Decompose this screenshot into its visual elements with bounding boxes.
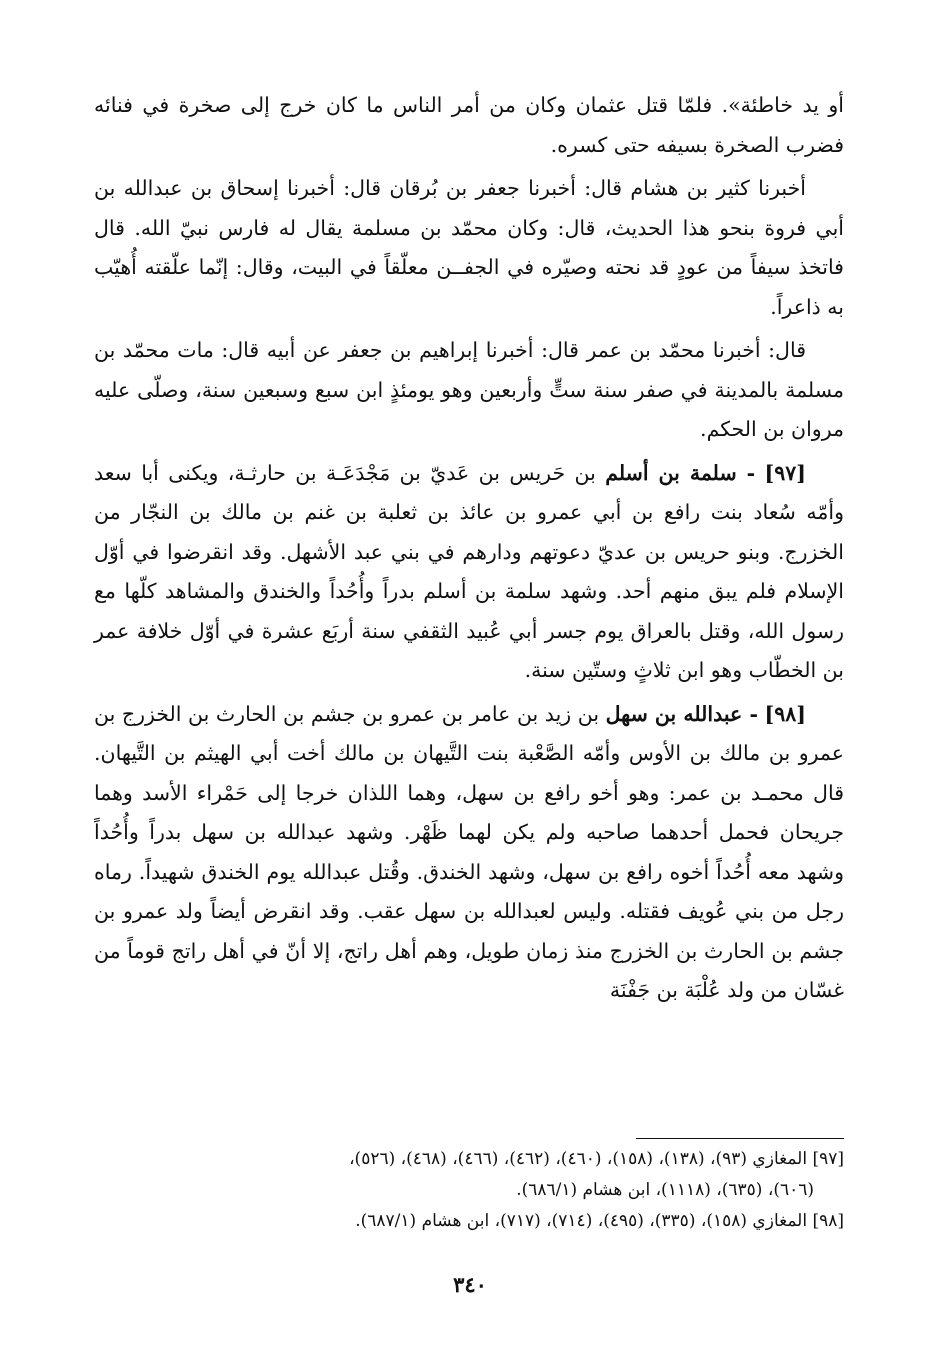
footnote-97-line-1: [٩٧] المغازي (٩٣)، (١٣٨)، (١٥٨)، (٤٦٠)، (٤٦٢)، (٤٦٦)، (٤٦٨)، (٥٢٦)، [349,1149,844,1169]
paragraph-continuation: أو يد خاطئة». فلمّا قتل عثمان وكان من أمر الناس ما كان خرج إلى صخرة في فنائه فضرب الصخرة بسيفه حتى كسره. [94,93,844,157]
entry-98-text: بن زيد بن عامر بن عمرو بن جشم بن الحارث بن الخزرج بن عمرو بن مالك بن الأوس وأمّه الصَّعْبة بنت التَّيهان بن مالك أخت أبي الهيثم بن التَّيهان. قال محمـد بن عمر: وهو أخو رافع بن سهل، وهما اللذان خرجا إلى حَمْراء الأسد وهما جريحان فحمل أحدهما صاحبه ولم يكن لهما ظَهْر. وشهد عبدالله بن سهل بدراً وأُحُداً وشهد معه أُحُداً أخوه رافع بن سهل، وشهد الخندق. وقُتل عبدالله يوم الخندق شهيداً. رماه رجل من بني عُويف فقتله. وليس لعبدالله بن سهل عقب. وقد انقرض أيضاً ولد عمرو بن جشم بن الحارث بن الخزرج منذ زمان طويل، وهم أهل راتج، إلا أنّ في أهل راتج قوماً من غسّان من ولد عُلْبَة بن جَفْنَة [94,701,844,1002]
footnote-divider [636,1138,844,1139]
entry-97-name: سلمة بن أسلم [605,460,737,485]
entry-97: [٩٧] - سلمة بن أسلم بن حَريس بن عَديّ بن مَجْدَعَـة بن حارثـة، ويكنى أبا سعد وأمّه سُعاد بنت رافع بن أبي عمرو بن عائذ بن ثعلبة بن غنم بن مالك بن النجّار من الخزرج. وبنو حريس بن عديّ دعوتهم ودارهم في بني عبد الأشهل. وقد انقرضوا في أوّل الإسلام فلم يبق منهم أحد. وشهد سلمة بن أسلم بدراً وأُحُداً والخندق والمشاهد كلّها مع رسول الله، وقتل بالعراق يوم جسر أبي عُبيد الثقفي سنة أربَع عشرة في أوّل خلافة عمر بن الخطّاب وهو ابن ثلاثٍ وستّين سنة. [94,460,844,682]
entry-98: [٩٨] - عبدالله بن سهل بن زيد بن عامر بن عمرو بن جشم بن الحارث بن الخزرج بن عمرو بن مالك بن الأوس وأمّه الصَّعْبة بنت التَّيهان بن مالك أخت أبي الهيثم بن التَّيهان. قال محمـد بن عمر: وهو أخو رافع بن سهل، وهما اللذان خرجا إلى حَمْراء الأسد وهما جريحان فحمل أحدهما صاحبه ولم يكن لهما ظَهْر. وشهد عبدالله بن سهل بدراً وأُحُداً وشهد معه أُحُداً أخوه رافع بن سهل، وشهد الخندق. وقُتل عبدالله يوم الخندق شهيداً. رماه رجل من بني عُويف فقتله. وليس لعبدالله بن سهل عقب. وقد انقرض أيضاً ولد عمرو بن جشم بن الحارث بن الخزرج منذ زمان طويل، وهم أهل راتج، إلا أنّ في أهل راتج قوماً من غسّان من ولد عُلْبَة بن جَفْنَة [94,701,844,1002]
paragraph-death-report: قال: أخبرنا محمّد بن عمر قال: أخبرنا إبراهيم بن جعفر عن أبيه قال: مات محمّد بن مسلمة بالمدينة في صفر سنة ستٍّ وأربعين وهو يومئذٍ ابن سبع وسبعين سنة، وصلّى عليه مروان بن الحكم. [94,338,844,441]
footnotes [94,1144,844,1237]
entry-98-number: [٩٨] [764,701,806,726]
footnote-98-line-1: [٩٨] المغازي (١٥٨)، (٣٣٥)، (٤٩٥)، (٧١٤)، (٧١٧)، ابن هشام (٦٨٧/١). [355,1211,844,1231]
paragraph-hadith-sword: أخبرنا كثير بن هشام قال: أخبرنا جعفر بن بُرقان قال: أخبرنا إسحاق بن عبدالله بن أبي فروة بنحو هذا الحديث، قال: وكان محمّد بن مسلمة يقال له فارس نبيّ الله. قال فاتخذ سيفاً من عودٍ قد نحته وصيّره في الجفــن معلّقاً في البيت، وقال: إنّما علّقته أُهيّب به ذاعراً. [94,176,844,319]
main-text [94,86,844,1011]
footnote-97-line-2: (٦٠٦)، (٦٣٥)، (١١١٨)، ابن هشام (٦٨٦/١). [516,1180,814,1200]
entry-97-text: بن حَريس بن عَديّ بن مَجْدَعَـة بن حارثـة، ويكنى أبا سعد وأمّه سُعاد بنت رافع بن أبي عمرو بن عائذ بن ثعلبة بن غنم بن مالك بن النجّار من الخزرج. وبنو حريس بن عديّ دعوتهم ودارهم في بني عبد الأشهل. وقد انقرضوا في أوّل الإسلام فلم يبق منهم أحد. وشهد سلمة بن أسلم بدراً وأُحُداً والخندق والمشاهد كلّها مع رسول الله، وقتل بالعراق يوم جسر أبي عُبيد الثقفي سنة أربَع عشرة في أوّل خلافة عمر بن الخطّاب وهو ابن ثلاثٍ وستّين سنة. [94,460,844,682]
page-number: ٣٤٠ [453,1272,487,1297]
entry-97-number: [٩٧] [764,460,806,485]
entry-98-name: عبدالله بن سهل [605,701,743,726]
